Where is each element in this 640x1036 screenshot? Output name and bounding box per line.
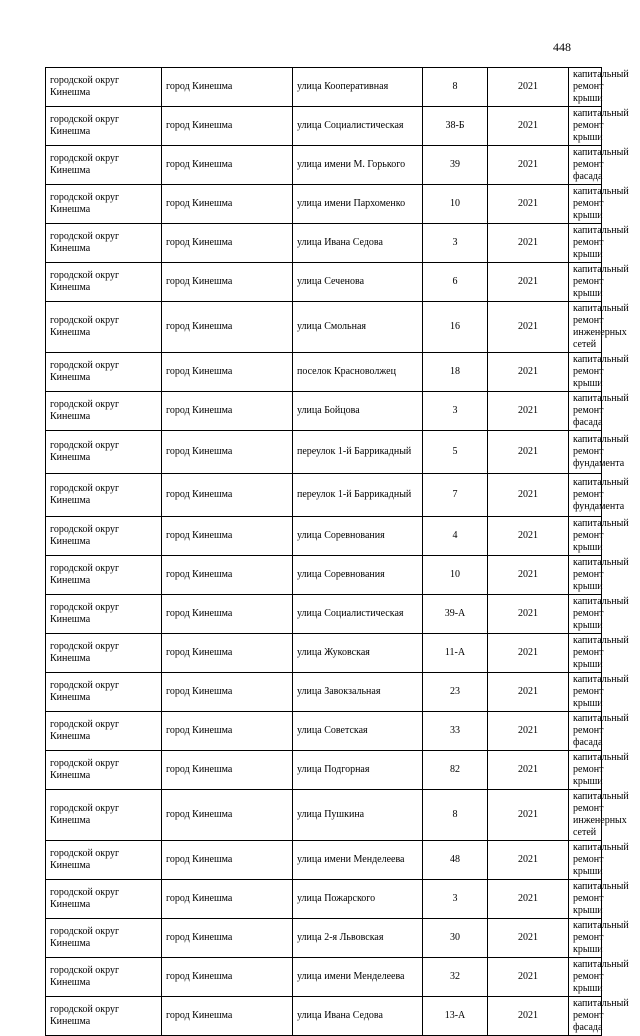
year-cell: 2021 <box>488 919 569 958</box>
year-cell: 2021 <box>488 353 569 392</box>
street-cell: улица Соревнования <box>293 517 423 556</box>
house-number-cell: 10 <box>423 556 488 595</box>
table-row <box>46 224 602 263</box>
street-cell: улица Социалистическая <box>293 107 423 146</box>
house-number-cell: 48 <box>423 841 488 880</box>
settlement-cell: город Кинешма <box>162 263 293 302</box>
settlement-cell: город Кинешма <box>162 185 293 224</box>
settlement-cell: город Кинешма <box>162 517 293 556</box>
house-number-cell: 10 <box>423 185 488 224</box>
year-cell: 2021 <box>488 841 569 880</box>
table-row <box>46 107 602 146</box>
municipality-cell: городской округ Кинешма <box>46 431 162 474</box>
table-row <box>46 595 602 634</box>
municipality-cell: городской округ Кинешма <box>46 673 162 712</box>
street-cell: улица имени Пархоменко <box>293 185 423 224</box>
year-cell: 2021 <box>488 880 569 919</box>
house-number-cell: 5 <box>423 431 488 474</box>
table-row <box>46 997 602 1036</box>
settlement-cell: город Кинешма <box>162 634 293 673</box>
table-row <box>46 302 602 353</box>
settlement-cell: город Кинешма <box>162 712 293 751</box>
settlement-cell: город Кинешма <box>162 751 293 790</box>
street-cell: улица Завокзальная <box>293 673 423 712</box>
year-cell: 2021 <box>488 517 569 556</box>
house-number-cell: 16 <box>423 302 488 353</box>
municipality-cell: городской округ Кинешма <box>46 556 162 595</box>
street-cell: улица Сеченова <box>293 263 423 302</box>
work-type-cell: капитальный ремонт фасада <box>569 146 602 185</box>
table-row <box>46 751 602 790</box>
work-type-cell: капитальный ремонт крыши <box>569 958 602 997</box>
street-cell: улица Соревнования <box>293 556 423 595</box>
year-cell: 2021 <box>488 107 569 146</box>
year-cell: 2021 <box>488 712 569 751</box>
street-cell: улица Пожарского <box>293 880 423 919</box>
municipality-cell: городской округ Кинешма <box>46 919 162 958</box>
work-type-cell: капитальный ремонт крыши <box>569 595 602 634</box>
municipality-cell: городской округ Кинешма <box>46 634 162 673</box>
work-type-cell: капитальный ремонт фундамента <box>569 431 602 474</box>
table-row <box>46 353 602 392</box>
street-cell: улица Советская <box>293 712 423 751</box>
year-cell: 2021 <box>488 185 569 224</box>
settlement-cell: город Кинешма <box>162 107 293 146</box>
settlement-cell: город Кинешма <box>162 224 293 263</box>
house-number-cell: 7 <box>423 474 488 517</box>
street-cell: улица имени М. Горького <box>293 146 423 185</box>
table-row <box>46 634 602 673</box>
house-number-cell: 38-Б <box>423 107 488 146</box>
work-type-cell: капитальный ремонт крыши <box>569 353 602 392</box>
house-number-cell: 30 <box>423 919 488 958</box>
table-row <box>46 263 602 302</box>
municipality-cell: городской округ Кинешма <box>46 474 162 517</box>
year-cell: 2021 <box>488 751 569 790</box>
work-type-cell: капитальный ремонт инженерных сетей <box>569 302 602 353</box>
settlement-cell: город Кинешма <box>162 595 293 634</box>
house-number-cell: 8 <box>423 68 488 107</box>
year-cell: 2021 <box>488 634 569 673</box>
street-cell: улица Бойцова <box>293 392 423 431</box>
municipality-cell: городской округ Кинешма <box>46 353 162 392</box>
year-cell: 2021 <box>488 263 569 302</box>
house-number-cell: 39-А <box>423 595 488 634</box>
house-number-cell: 18 <box>423 353 488 392</box>
year-cell: 2021 <box>488 302 569 353</box>
table-row <box>46 841 602 880</box>
street-cell: улица Социалистическая <box>293 595 423 634</box>
year-cell: 2021 <box>488 431 569 474</box>
year-cell: 2021 <box>488 392 569 431</box>
table-row <box>46 556 602 595</box>
table-body <box>46 68 629 1036</box>
work-type-cell: капитальный ремонт крыши <box>569 673 602 712</box>
house-number-cell: 82 <box>423 751 488 790</box>
house-number-cell: 6 <box>423 263 488 302</box>
house-number-cell: 3 <box>423 392 488 431</box>
work-type-cell: капитальный ремонт крыши <box>569 263 602 302</box>
year-cell: 2021 <box>488 224 569 263</box>
street-cell: улица 2-я Львовская <box>293 919 423 958</box>
work-type-cell: капитальный ремонт крыши <box>569 880 602 919</box>
page-number: 448 <box>553 40 571 54</box>
municipality-cell: городской округ Кинешма <box>46 68 162 107</box>
house-number-cell: 3 <box>423 224 488 263</box>
street-cell: улица Смольная <box>293 302 423 353</box>
municipality-cell: городской округ Кинешма <box>46 146 162 185</box>
house-number-cell: 32 <box>423 958 488 997</box>
street-cell: переулок 1-й Баррикадный <box>293 431 423 474</box>
house-number-cell: 4 <box>423 517 488 556</box>
year-cell: 2021 <box>488 595 569 634</box>
house-number-cell: 8 <box>423 790 488 841</box>
year-cell: 2021 <box>488 997 569 1036</box>
street-cell: улица Пушкина <box>293 790 423 841</box>
settlement-cell: город Кинешма <box>162 146 293 185</box>
work-type-cell: капитальный ремонт фундамента <box>569 474 602 517</box>
table-row <box>46 146 602 185</box>
municipality-cell: городской округ Кинешма <box>46 263 162 302</box>
year-cell: 2021 <box>488 556 569 595</box>
table-row <box>46 68 602 107</box>
settlement-cell: город Кинешма <box>162 392 293 431</box>
municipality-cell: городской округ Кинешма <box>46 392 162 431</box>
work-type-cell: капитальный ремонт крыши <box>569 107 602 146</box>
municipality-cell: городской округ Кинешма <box>46 107 162 146</box>
work-type-cell: капитальный ремонт инженерных сетей <box>569 790 602 841</box>
table-row <box>46 790 602 841</box>
house-number-cell: 3 <box>423 880 488 919</box>
work-type-cell: капитальный ремонт фасада <box>569 392 602 431</box>
work-type-cell: капитальный ремонт крыши <box>569 224 602 263</box>
municipality-cell: городской округ Кинешма <box>46 517 162 556</box>
work-type-cell: капитальный ремонт крыши <box>569 634 602 673</box>
year-cell: 2021 <box>488 68 569 107</box>
settlement-cell: город Кинешма <box>162 431 293 474</box>
house-number-cell: 39 <box>423 146 488 185</box>
repair-register-table <box>45 67 629 1036</box>
settlement-cell: город Кинешма <box>162 997 293 1036</box>
work-type-cell: капитальный ремонт крыши <box>569 517 602 556</box>
municipality-cell: городской округ Кинешма <box>46 224 162 263</box>
settlement-cell: город Кинешма <box>162 68 293 107</box>
table-row <box>46 517 602 556</box>
municipality-cell: городской округ Кинешма <box>46 880 162 919</box>
municipality-cell: городской округ Кинешма <box>46 302 162 353</box>
settlement-cell: город Кинешма <box>162 556 293 595</box>
table-row <box>46 958 602 997</box>
year-cell: 2021 <box>488 790 569 841</box>
settlement-cell: город Кинешма <box>162 958 293 997</box>
settlement-cell: город Кинешма <box>162 353 293 392</box>
table-row <box>46 474 602 517</box>
street-cell: улица Ивана Седова <box>293 997 423 1036</box>
table-row <box>46 431 602 474</box>
table-row <box>46 919 602 958</box>
work-type-cell: капитальный ремонт крыши <box>569 68 602 107</box>
work-type-cell: капитальный ремонт крыши <box>569 751 602 790</box>
work-type-cell: капитальный ремонт крыши <box>569 185 602 224</box>
work-type-cell: капитальный ремонт крыши <box>569 919 602 958</box>
house-number-cell: 13-А <box>423 997 488 1036</box>
street-cell: переулок 1-й Баррикадный <box>293 474 423 517</box>
street-cell: улица имени Менделеева <box>293 841 423 880</box>
settlement-cell: город Кинешма <box>162 790 293 841</box>
settlement-cell: город Кинешма <box>162 474 293 517</box>
table-row <box>46 185 602 224</box>
municipality-cell: городской округ Кинешма <box>46 790 162 841</box>
street-cell: улица Подгорная <box>293 751 423 790</box>
street-cell: улица Ивана Седова <box>293 224 423 263</box>
settlement-cell: город Кинешма <box>162 919 293 958</box>
municipality-cell: городской округ Кинешма <box>46 185 162 224</box>
table-row <box>46 392 602 431</box>
settlement-cell: город Кинешма <box>162 880 293 919</box>
municipality-cell: городской округ Кинешма <box>46 751 162 790</box>
municipality-cell: городской округ Кинешма <box>46 997 162 1036</box>
year-cell: 2021 <box>488 474 569 517</box>
year-cell: 2021 <box>488 146 569 185</box>
house-number-cell: 11-А <box>423 634 488 673</box>
table-row <box>46 712 602 751</box>
street-cell: улица Кооперативная <box>293 68 423 107</box>
year-cell: 2021 <box>488 958 569 997</box>
work-type-cell: капитальный ремонт фасада <box>569 712 602 751</box>
table-row <box>46 880 602 919</box>
house-number-cell: 33 <box>423 712 488 751</box>
settlement-cell: город Кинешма <box>162 302 293 353</box>
municipality-cell: городской округ Кинешма <box>46 958 162 997</box>
street-cell: поселок Красноволжец <box>293 353 423 392</box>
work-type-cell: капитальный ремонт фасада <box>569 997 602 1036</box>
street-cell: улица Жуковская <box>293 634 423 673</box>
municipality-cell: городской округ Кинешма <box>46 712 162 751</box>
work-type-cell: капитальный ремонт крыши <box>569 556 602 595</box>
house-number-cell: 23 <box>423 673 488 712</box>
settlement-cell: город Кинешма <box>162 841 293 880</box>
settlement-cell: город Кинешма <box>162 673 293 712</box>
street-cell: улица имени Менделеева <box>293 958 423 997</box>
table-row <box>46 673 602 712</box>
municipality-cell: городской округ Кинешма <box>46 841 162 880</box>
municipality-cell: городской округ Кинешма <box>46 595 162 634</box>
work-type-cell: капитальный ремонт крыши <box>569 841 602 880</box>
year-cell: 2021 <box>488 673 569 712</box>
